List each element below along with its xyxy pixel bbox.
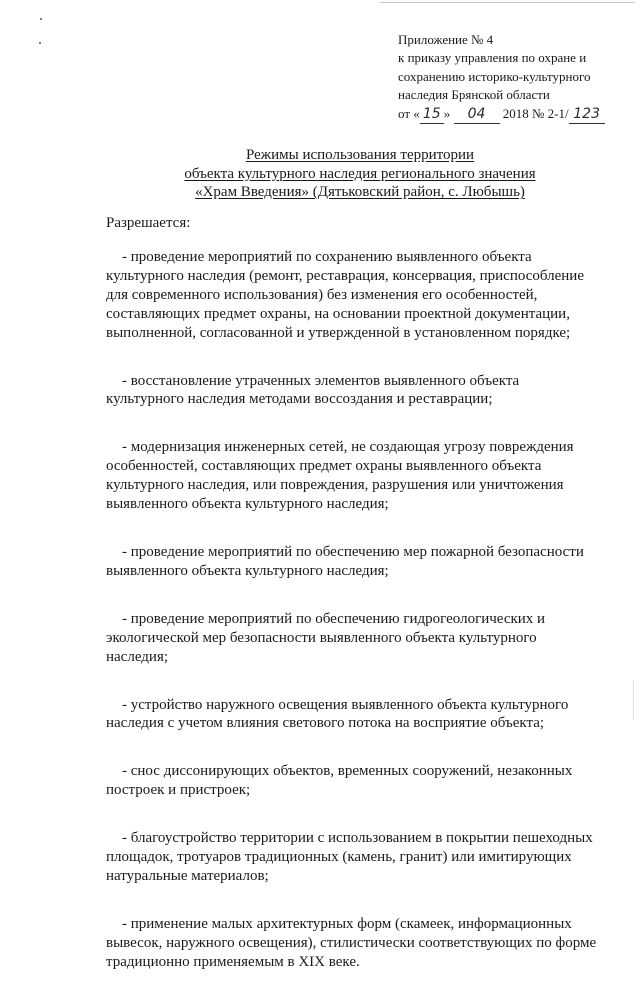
permitted-item-line: - применение малых архитектурных форм (скамеек, информационных xyxy=(122,915,572,932)
permitted-item-line: - восстановление утраченных элементов выявленного объекта xyxy=(122,372,520,389)
order-prefix: от « xyxy=(398,105,420,121)
order-number-handwritten: 123 xyxy=(573,105,600,122)
order-day-field xyxy=(420,105,444,124)
title-line: Режимы использования территории xyxy=(245,147,475,163)
permitted-item-line: традиционно применяемым в XIX веке. xyxy=(106,953,360,970)
permitted-item xyxy=(106,696,592,734)
permitted-item-line: площадок, тротуаров традиционных (камень, гранит) или имитирующих xyxy=(106,849,572,866)
appendix-line: сохранению историко-культурного xyxy=(398,68,591,84)
permitted-item-line: выполненной, согласованной и утвержденной в установленном порядке; xyxy=(106,324,571,341)
permitted-item-line: - проведение мероприятий по сохранению выявленного объекта xyxy=(122,249,532,265)
order-year-number: 2018 № 2-1/ xyxy=(502,105,569,121)
scan-artifact-line xyxy=(380,2,635,3)
permitted-item-line: - снос диссонирующих объектов, временных сооружений, незаконных xyxy=(122,763,573,780)
order-date-line xyxy=(398,105,633,124)
permitted-item xyxy=(106,372,592,410)
permitted-item xyxy=(106,438,592,514)
order-month-field xyxy=(454,105,500,124)
permitted-item-line: составляющих предмет охраны, на основании проектной документации, xyxy=(106,305,570,322)
permitted-item-line: особенностей, составляющих предмет охраны выявленного объекта xyxy=(106,458,542,475)
permitted-item xyxy=(106,829,592,886)
document-title xyxy=(130,146,590,202)
permitted-item-line: наследия с учетом влияния светового потока на восприятие объекта; xyxy=(106,715,545,732)
title-line: «Храм Введения» (Дятьковский район, с. Любышь) xyxy=(195,184,525,201)
permitted-item xyxy=(106,543,592,581)
appendix-line: Приложение № 4 xyxy=(398,32,494,47)
scan-artifact-edge xyxy=(633,680,634,720)
order-day-handwritten: 15 xyxy=(422,105,441,122)
permitted-item-line: наследия; xyxy=(106,648,169,665)
scan-speck xyxy=(39,42,41,44)
appendix-block xyxy=(398,31,633,124)
permitted-item-line: культурного наследия (ремонт, реставрация, консервация, приспособление xyxy=(106,267,584,284)
title-line: объекта культурного наследия регионального значения xyxy=(184,165,536,182)
order-number-field xyxy=(569,105,605,124)
permitted-item-line: - проведение мероприятий по обеспечению мер пожарной безопасности xyxy=(122,543,584,560)
permitted-heading: Разрешается: xyxy=(106,215,191,231)
appendix-line: к приказу управления по охране и xyxy=(398,50,587,66)
permitted-item xyxy=(106,610,592,667)
permitted-list xyxy=(106,248,597,1001)
permitted-item-line: - благоустройство территории с использованием в покрытии пешеходных xyxy=(122,830,593,847)
permitted-item-line: вывесок, наружного освещения), стилистически соответствующих по форме xyxy=(106,934,597,951)
permitted-item-line: экологической мер безопасности выявленного объекта культурного xyxy=(106,629,537,646)
permitted-item xyxy=(106,915,597,972)
permitted-item-line: выявленного объекта культурного наследия; xyxy=(106,562,389,579)
scan-speck xyxy=(40,18,42,20)
permitted-item-line: - модернизация инженерных сетей, не создающая угрозу повреждения xyxy=(122,439,574,456)
permitted-item-line: построек и пристроек; xyxy=(106,782,251,799)
permitted-item-line: для современного использования) без изменения его особенностей, xyxy=(106,286,538,303)
appendix-line: наследия Брянской области xyxy=(398,87,550,103)
permitted-item xyxy=(106,248,592,343)
permitted-item-line: - устройство наружного освещения выявленного объекта культурного xyxy=(122,696,569,713)
order-day-close: » xyxy=(443,105,451,121)
permitted-item-line: культурного наследия методами воссоздания и реставрации; xyxy=(106,391,493,408)
permitted-item-line: выявленного объекта культурного наследия; xyxy=(106,496,389,513)
permitted-item xyxy=(106,762,592,800)
permitted-item-line: культурного наследия, или повреждения, разрушения или уничтожения xyxy=(106,477,564,494)
order-month-handwritten: 04 xyxy=(467,105,486,122)
permitted-item-line: - проведение мероприятий по обеспечению гидрогеологических и xyxy=(122,610,546,627)
permitted-item-line: натуральные материалов; xyxy=(106,867,269,884)
